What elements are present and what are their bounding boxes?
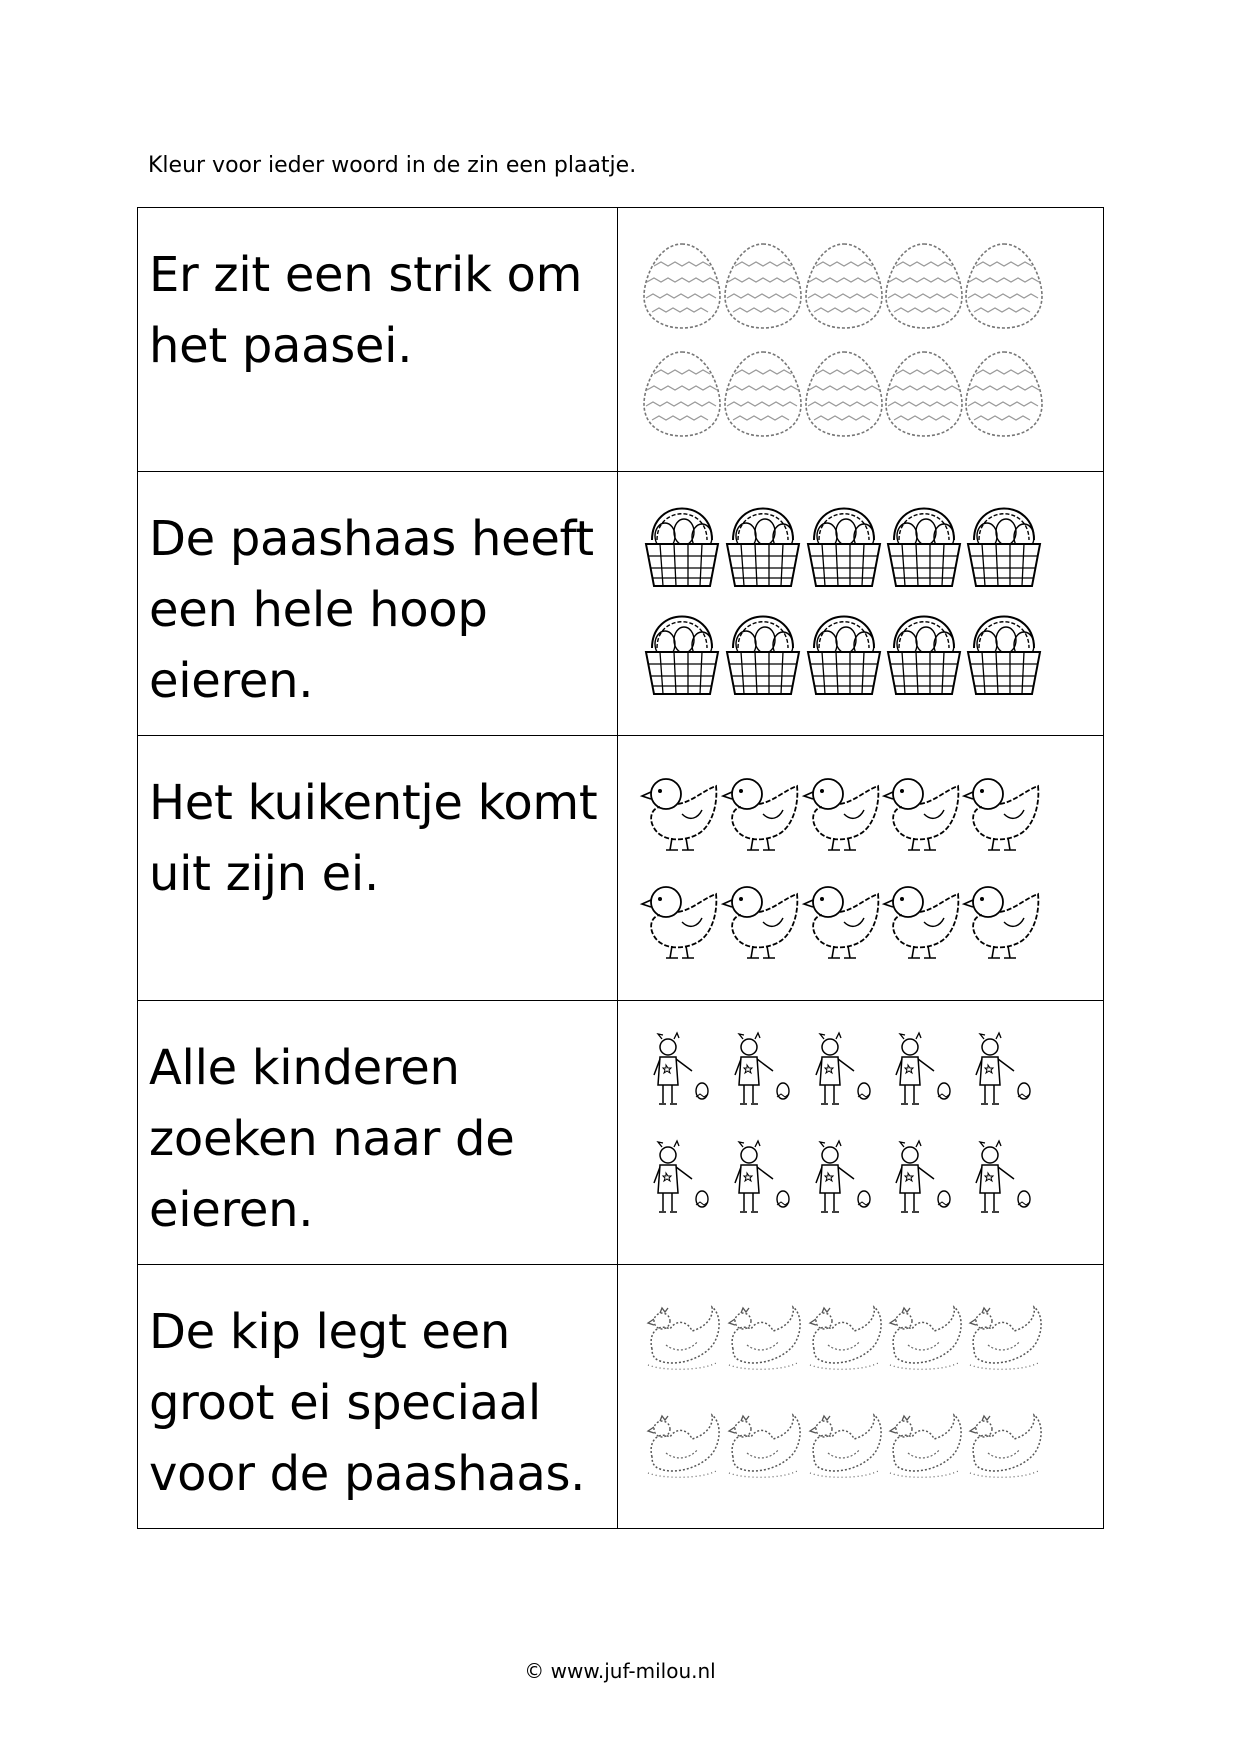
hen-icon: [810, 1415, 881, 1477]
chick-icon: [804, 887, 878, 958]
egg-basket-icon: [888, 617, 960, 695]
chick-icon: [642, 887, 716, 958]
egg-basket-icon: [808, 617, 880, 695]
table-row: [138, 472, 1104, 736]
chick-icon: [884, 887, 958, 958]
easter-egg-icon: [886, 244, 962, 328]
table-row: [138, 736, 1104, 1000]
hen-icon: [810, 1307, 881, 1369]
picture-grid: [618, 1264, 1104, 1528]
chick-icon: [642, 779, 716, 850]
chick-icon: [723, 887, 797, 958]
table-row: [138, 208, 1104, 472]
easter-egg-icon: [644, 352, 720, 436]
child-egg-hunt-icon: [896, 1141, 950, 1212]
hen-icon: [890, 1307, 961, 1369]
hen-icon: [648, 1415, 719, 1477]
egg-basket-icon: [646, 617, 718, 695]
egg-basket-icon: [888, 509, 960, 587]
easter-egg-icon: [806, 352, 882, 436]
easter-egg-icon: [725, 244, 801, 328]
sentence: Het kuikentje komt uit zijn ei.: [149, 775, 598, 903]
easter-egg-icon: [966, 352, 1042, 436]
egg-basket-icon: [727, 509, 799, 587]
hen-icon: [729, 1307, 800, 1369]
picture-grid: [618, 208, 1104, 472]
footer-copyright: © www.juf-milou.nl: [524, 1659, 716, 1683]
child-egg-hunt-icon: [816, 1033, 870, 1104]
child-egg-hunt-icon: [816, 1141, 870, 1212]
picture-grid-eggs: [618, 208, 1103, 470]
child-egg-hunt-icon: [976, 1141, 1030, 1212]
child-egg-hunt-icon: [654, 1033, 708, 1104]
easter-egg-icon: [806, 244, 882, 328]
child-egg-hunt-icon: [735, 1141, 789, 1212]
egg-basket-icon: [727, 617, 799, 695]
hen-icon: [890, 1415, 961, 1477]
table-row: [138, 1000, 1104, 1264]
table-row: [138, 1264, 1104, 1528]
hen-icon: [970, 1415, 1041, 1477]
chick-icon: [964, 887, 1038, 958]
hen-icon: [648, 1307, 719, 1369]
chick-icon: [723, 779, 797, 850]
easter-egg-icon: [644, 244, 720, 328]
picture-grid: [618, 736, 1104, 1000]
easter-egg-icon: [966, 244, 1042, 328]
picture-grid-hens: [618, 1265, 1103, 1527]
picture-grid: [618, 472, 1104, 736]
hen-icon: [970, 1307, 1041, 1369]
picture-grid-children: [618, 1001, 1103, 1263]
picture-grid: [618, 1000, 1104, 1264]
sentence: De paashaas heeft een hele hoop eieren.: [149, 511, 594, 710]
chick-icon: [884, 779, 958, 850]
child-egg-hunt-icon: [735, 1033, 789, 1104]
picture-grid-baskets: [618, 472, 1103, 734]
egg-basket-icon: [968, 509, 1040, 587]
child-egg-hunt-icon: [654, 1141, 708, 1212]
child-egg-hunt-icon: [896, 1033, 950, 1104]
chick-icon: [804, 779, 878, 850]
child-egg-hunt-icon: [976, 1033, 1030, 1104]
sentence: De kip legt een groot ei speciaal voor de paashaas.: [149, 1303, 586, 1502]
picture-grid-chicks: [618, 736, 1103, 998]
chick-icon: [964, 779, 1038, 850]
sentence: Alle kinderen zoeken naar de eieren.: [149, 1039, 515, 1238]
egg-basket-icon: [808, 509, 880, 587]
sentence: Er zit een strik om het paasei.: [149, 247, 583, 374]
egg-basket-icon: [646, 509, 718, 587]
hen-icon: [729, 1415, 800, 1477]
easter-egg-icon: [725, 352, 801, 436]
egg-basket-icon: [968, 617, 1040, 695]
instruction-text: Kleur voor ieder woord in de zin een plaatje.: [148, 153, 637, 178]
worksheet-table: [137, 207, 1104, 1529]
easter-egg-icon: [886, 352, 962, 436]
